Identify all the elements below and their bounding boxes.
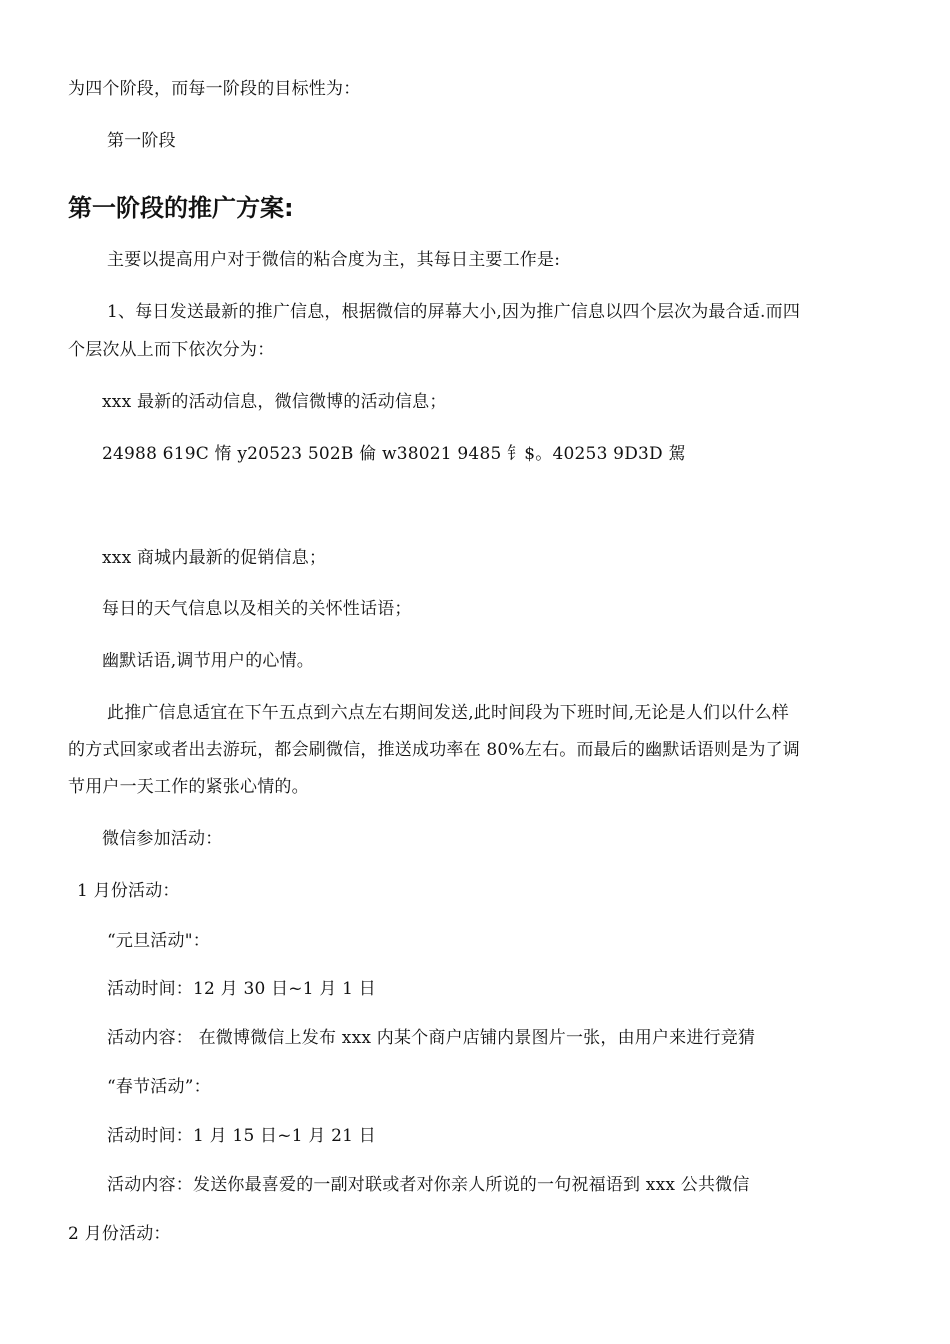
paragraph-stage-one: 第一阶段 bbox=[107, 131, 176, 151]
section-heading: 第一阶段的推广方案: bbox=[68, 194, 294, 222]
paragraph-weather: 每日的天气信息以及相关的关怀性话语； bbox=[102, 599, 412, 619]
paragraph-spring-time: 活动时间：1 月 15 日~1 月 21 日 bbox=[107, 1126, 376, 1146]
paragraph-wechat-activities: 微信参加活动： bbox=[102, 829, 223, 849]
paragraph-garbled-text: 24988 619C 惰 y20523 502B 倫 w38021 9485 钅$。40253 9D3D 駕 bbox=[102, 444, 686, 464]
paragraph-xxx-promo: xxx 商城内最新的促销信息； bbox=[102, 548, 327, 568]
paragraph-january: 1 月份活动： bbox=[77, 881, 180, 901]
paragraph-intro: 为四个阶段，而每一阶段的目标性为： bbox=[68, 79, 361, 99]
paragraph-spring-content: 活动内容：发送你最喜爱的一副对联或者对你亲人所说的一句祝福语到 xxx 公共微信 bbox=[107, 1175, 750, 1195]
paragraph-xxx-activity: xxx 最新的活动信息，微信微博的活动信息； bbox=[102, 392, 447, 412]
paragraph-new-year-content: 活动内容： 在微博微信上发布 xxx 内某个商户店铺内景图片一张，由用户来进行竞猜 bbox=[107, 1028, 756, 1048]
paragraph-send-time-line-1: 此推广信息适宜在下午五点到六点左右期间发送,此时间段为下班时间,无论是人们以什么样 bbox=[107, 703, 790, 723]
paragraph-send-time-line-3: 节用户一天工作的紧张心情的。 bbox=[68, 777, 309, 797]
paragraph-main-goal: 主要以提高用户对于微信的粘合度为主，其每日主要工作是: bbox=[107, 250, 561, 270]
paragraph-send-time-line-2: 的方式回家或者出去游玩，都会刷微信，推送成功率在 80%左右。而最后的幽默话语则是为了调 bbox=[68, 740, 800, 760]
paragraph-item-one-line-2: 个层次从上而下依次分为： bbox=[68, 340, 275, 360]
paragraph-item-one-line-1: 1、每日发送最新的推广信息，根据微信的屏幕大小,因为推广信息以四个层次为最合适.而四 bbox=[107, 302, 801, 322]
paragraph-humor: 幽默话语,调节用户的心情。 bbox=[102, 651, 315, 671]
paragraph-new-year-time: 活动时间：12 月 30 日~1 月 1 日 bbox=[107, 979, 376, 999]
paragraph-february: 2 月份活动： bbox=[68, 1224, 171, 1244]
paragraph-spring-title: “春节活动”： bbox=[107, 1077, 211, 1097]
paragraph-new-year-title: “元旦活动"： bbox=[107, 931, 210, 951]
